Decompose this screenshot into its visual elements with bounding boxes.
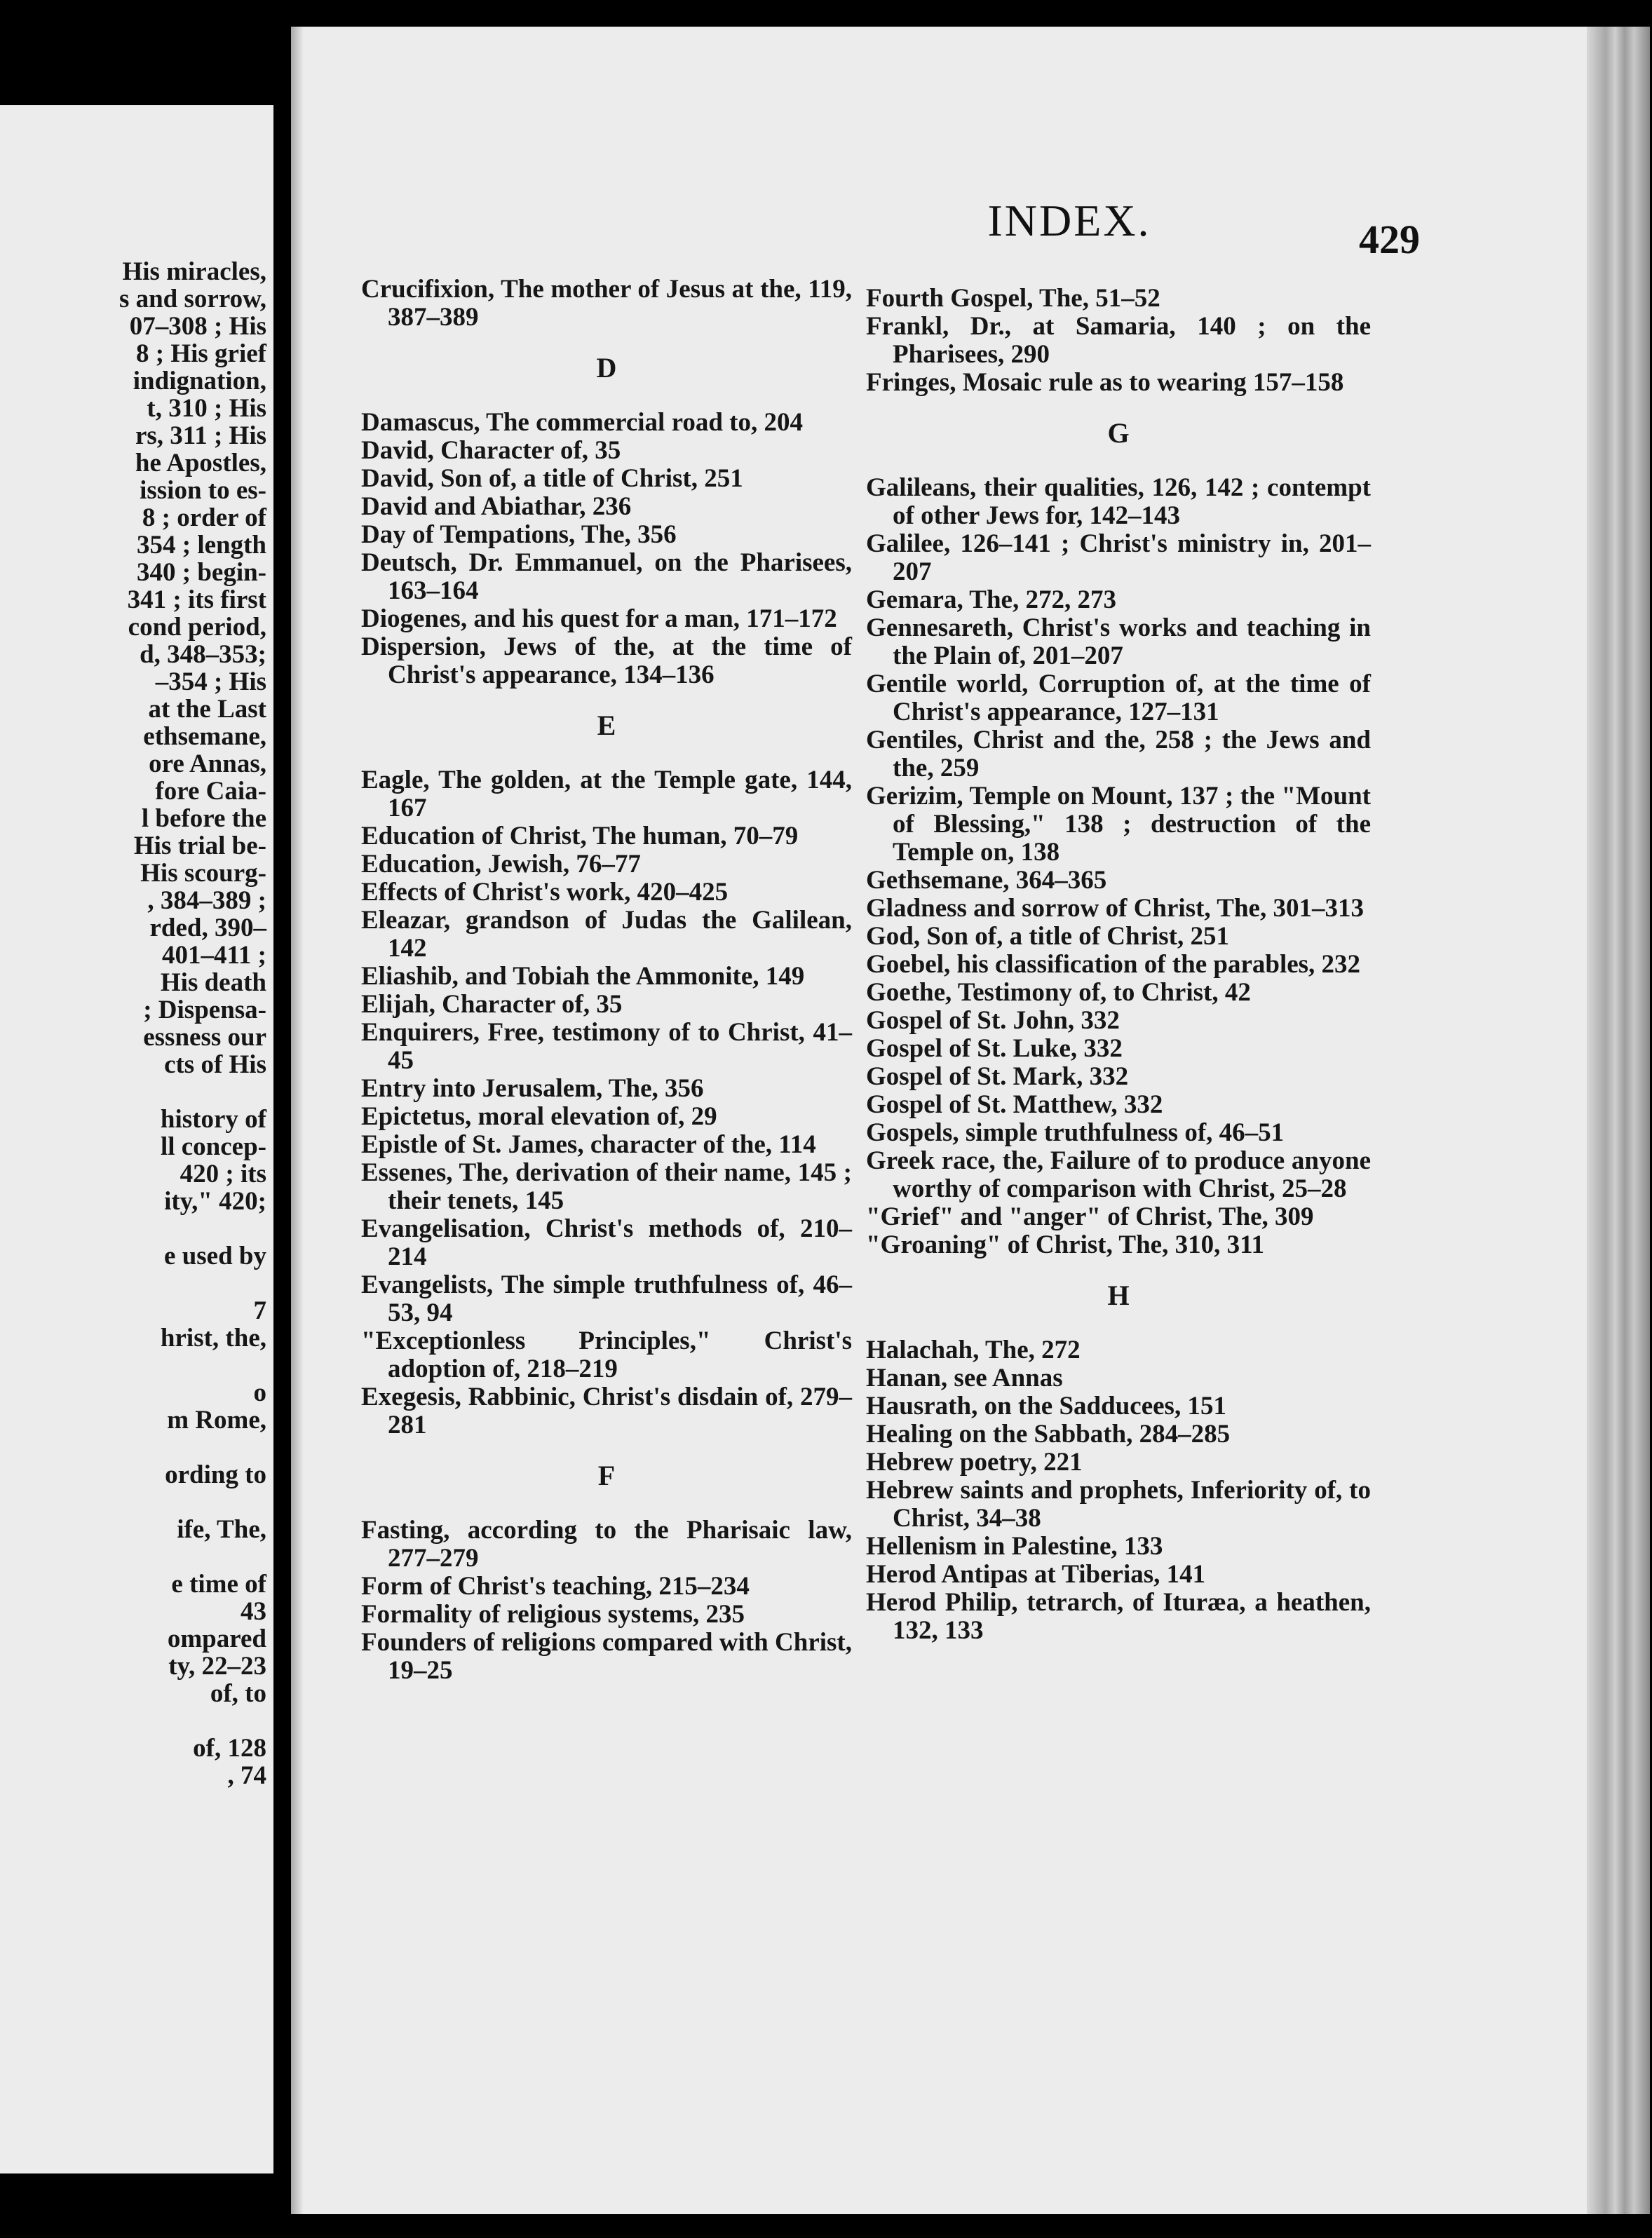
index-entry: Greek race, the, Failure of to produce anyone worthy of comparison with Christ, 25–28 [866,1146,1371,1203]
index-entry: Formality of religious systems, 235 [361,1600,745,1629]
margin-fragment-line: indignation, [133,367,266,395]
index-entry: Fringes, Mosaic rule as to wearing 157–158 [866,368,1344,397]
index-entry: Effects of Christ's work, 420–425 [361,878,729,907]
margin-fragment-line: s and sorrow, [119,285,266,313]
index-entry: Herod Antipas at Tiberias, 141 [866,1560,1206,1589]
index-entry: Gospels, simple truthfulness of, 46–51 [866,1118,1285,1147]
index-entry: Hebrew poetry, 221 [866,1448,1083,1477]
margin-fragment-line: –354 ; His [155,667,266,696]
index-entry: Fasting, according to the Pharisaic law, 277–279 [361,1516,852,1573]
index-entry: Evangelisation, Christ's methods of, 210–214 [361,1214,852,1271]
margin-fragment-line: rded, 390– [149,914,266,942]
index-entry: Day of Tempations, The, 356 [361,520,677,549]
margin-fragment-line: ty, 22–23 [168,1652,266,1681]
index-entry: Gemara, The, 272, 273 [866,585,1116,614]
margin-fragment-line: His scourg- [140,859,266,888]
margin-fragment-line: cond period, [128,613,266,642]
margin-fragment-line: rs, 311 ; His [135,421,266,450]
index-entry: Crucifixion, The mother of Jesus at the, 119, 387–389 [361,275,852,332]
index-entry: Dispersion, Jews of the, at the time of Christ's appearance, 134–136 [361,632,852,689]
index-entry: Hebrew saints and prophets, Inferiority of, to Christ, 34–38 [866,1476,1371,1533]
index-entry: "Groaning" of Christ, The, 310, 311 [866,1230,1265,1259]
margin-fragment-line: His death [160,968,266,997]
margin-fragment-line: , 384–389 ; [147,886,266,915]
margin-fragment-line: ife, The, [177,1515,266,1544]
margin-fragment-line: l before the [141,804,266,833]
index-entry: Gennesareth, Christ's works and teaching in the Plain of, 201–207 [866,613,1371,670]
margin-fragment-line: 340 ; begin- [137,558,266,587]
margin-fragment-line: history of [160,1105,266,1134]
margin-fragment-line: ording to [165,1460,266,1489]
index-entry: Gospel of St. John, 332 [866,1006,1120,1035]
margin-fragment-line: m Rome, [167,1406,266,1435]
margin-fragment-line: 8 ; order of [142,503,266,532]
index-entry: Gentile world, Corruption of, at the time of Christ's appearance, 127–131 [866,670,1371,726]
left-page-fragment [0,105,273,2173]
margin-fragment-line: e time of [171,1570,266,1599]
index-entry: Education of Christ, The human, 70–79 [361,822,799,850]
margin-fragment-line: essness our [143,1023,266,1052]
index-entry: Hausrath, on the Sadducees, 151 [866,1392,1226,1420]
index-entry: Hanan, see Annas [866,1364,1063,1392]
margin-fragment-line: t, 310 ; His [147,394,266,423]
margin-fragment-line: of, to [210,1679,266,1708]
index-entry: Gethsemane, 364–365 [866,866,1107,895]
index-entry: David, Character of, 35 [361,436,621,465]
section-letter: F [597,1460,616,1491]
margin-fragment-line: 354 ; length [137,531,266,560]
index-entry: Galileans, their qualities, 126, 142 ; contempt of other Jews for, 142–143 [866,473,1371,530]
index-entry: Education, Jewish, 76–77 [361,850,641,879]
index-entry: David and Abiathar, 236 [361,492,632,521]
index-entry: Healing on the Sabbath, 284–285 [866,1420,1231,1449]
section-letter: D [596,352,617,384]
margin-fragment-line: 8 ; His grief [136,339,266,368]
page-number: 429 [1359,217,1420,262]
index-entry: Evangelists, The simple truthfulness of, 46–53, 94 [361,1270,852,1327]
index-entry: Gladness and sorrow of Christ, The, 301–313 [866,894,1364,923]
index-entry: Gerizim, Temple on Mount, 137 ; the "Mount of Blessing," 138 ; destruction of the Temple on, 138 [866,782,1371,867]
margin-fragment-line: ; Dispensa- [143,996,266,1024]
index-entry: Epictetus, moral elevation of, 29 [361,1102,717,1131]
index-entry: Damascus, The commercial road to, 204 [361,408,803,437]
margin-fragment-line: d, 348–353; [140,640,266,669]
index-entry: Gentiles, Christ and the, 258 ; the Jews and the, 259 [866,726,1371,782]
margin-fragment-line: cts of His [164,1050,266,1079]
margin-fragment-line: ore Annas, [149,750,266,778]
index-entry: "Exceptionless Principles," Christ's adoption of, 218–219 [361,1327,852,1383]
index-column-left [361,276,852,1685]
index-entry: Herod Philip, tetrarch, of Ituræa, a heathen, 132, 133 [866,1588,1371,1645]
index-entry: Halachah, The, 272 [866,1336,1081,1364]
index-entry: God, Son of, a title of Christ, 251 [866,922,1229,951]
index-entry: Exegesis, Rabbinic, Christ's disdain of, 279–281 [361,1383,852,1439]
margin-fragment-line: ity," 420; [164,1187,266,1216]
index-entry: Eliashib, and Tobiah the Ammonite, 149 [361,962,805,991]
margin-fragment-line: hrist, the, [160,1324,266,1352]
section-letter: H [1107,1280,1130,1311]
index-entry: Eagle, The golden, at the Temple gate, 144, 167 [361,766,852,822]
margin-fragment-line: 43 [241,1597,266,1626]
margin-fragment-line: ethsemane, [143,722,266,751]
index-entry: Elijah, Character of, 35 [361,990,623,1019]
margin-fragment-line: e used by [164,1242,266,1270]
index-entry: Eleazar, grandson of Judas the Galilean, 142 [361,906,852,963]
margin-fragment-line: 420 ; its [180,1160,266,1188]
margin-fragment-line: 341 ; its first [127,585,266,614]
index-entry: Epistle of St. James, character of the, 114 [361,1130,816,1159]
margin-fragment-line: His trial be- [133,832,266,860]
index-entry: Enquirers, Free, testimony of to Christ, 41–45 [361,1018,852,1075]
section-letter: G [1107,417,1130,449]
margin-fragment-line: His miracles, [122,257,266,286]
index-entry: Gospel of St. Matthew, 332 [866,1090,1163,1119]
index-entry: Gospel of St. Luke, 332 [866,1034,1123,1063]
index-entry: Goebel, his classification of the parables, 232 [866,950,1361,979]
margin-fragment-line: of, 128 [193,1734,266,1763]
index-entry: Goethe, Testimony of, to Christ, 42 [866,978,1251,1007]
index-page [291,27,1650,2214]
margin-fragment-line: 7 [253,1296,266,1325]
index-entry: Founders of religions compared with Christ, 19–25 [361,1628,852,1685]
margin-fragment-line: ompared [167,1625,266,1653]
margin-fragment-line: ll concep- [160,1132,266,1161]
section-letter: E [597,710,616,741]
margin-fragment-line: o [253,1378,266,1407]
margin-fragment-line: 07–308 ; His [129,312,266,341]
index-entry: Deutsch, Dr. Emmanuel, on the Pharisees, 163–164 [361,548,852,605]
index-entry: "Grief" and "anger" of Christ, The, 309 [866,1202,1314,1231]
margin-fragment-line: , 74 [227,1761,266,1790]
index-entry: Diogenes, and his quest for a man, 171–172 [361,604,837,633]
index-entry: Frankl, Dr., at Samaria, 140 ; on the Pharisees, 290 [866,312,1371,369]
margin-fragment-line: he Apostles, [135,449,266,477]
index-entry: Entry into Jerusalem, The, 356 [361,1074,704,1103]
index-column-right [866,285,1371,1645]
margin-fragment-line: fore Caia- [155,777,266,806]
index-entry: David, Son of, a title of Christ, 251 [361,464,743,493]
index-entry: Hellenism in Palestine, 133 [866,1532,1163,1561]
gutter-shadow [291,27,304,2214]
page-title: INDEX. [987,196,1151,245]
margin-fragment-line: ission to es- [140,476,266,505]
index-entry: Essenes, The, derivation of their name, 145 ; their tenets, 145 [361,1158,852,1215]
margin-fragment-line: at the Last [148,695,266,724]
index-entry: Fourth Gospel, The, 51–52 [866,284,1160,313]
margin-fragment-line: 401–411 ; [161,941,266,970]
index-entry: Galilee, 126–141 ; Christ's ministry in, 201–207 [866,529,1371,586]
page-edge-stack [1587,27,1650,2214]
index-entry: Gospel of St. Mark, 332 [866,1062,1129,1091]
index-entry: Form of Christ's teaching, 215–234 [361,1572,750,1601]
